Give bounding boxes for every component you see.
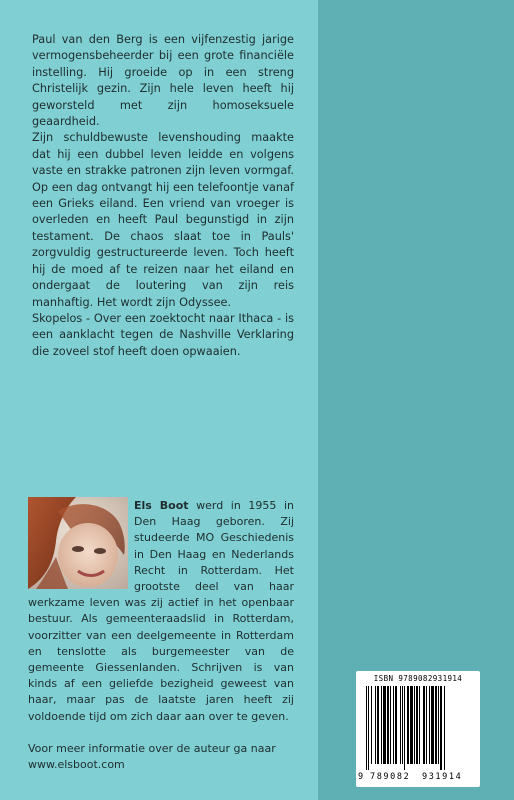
blurb-paragraph-1: Paul van den Berg is een vijfenzestig jarige vermogensbeheerder bij een grote financiële instelling. Hij groeide op in een streng Christelijk gezin. Zijn hele leven heeft hij geworsteld met zijn homoseksuele geaardheid. [32,33,294,129]
barcode-bar [377,686,379,764]
isbn-label: ISBN 9789082931914 [373,674,463,683]
barcode-bar [368,686,369,770]
footer-text: Voor meer informatie over de auteur ga naar [28,742,276,755]
author-bio [28,498,294,725]
barcode-bar [395,686,397,764]
barcode-bar [431,686,434,764]
barcode-bar [414,686,415,764]
barcode-bar [383,686,386,764]
blurb-paragraph-2: Zijn schuldbewuste levenshouding maakte dat hij een dubbel leven leidde en volgens vaste en strakke patronen zijn leven vormgaf. Op een dag ontvangt hij een telefoontje vanaf een Grieks eiland. Een vriend van vroeger is overleden en heeft Paul begunstigd in zijn testament. De chaos slaat toe in Pauls' zorgvuldig gestructureerde leven. Toch heeft hij de moed af te reizen naar het eiland en ondergaat de loutering van zijn reis manhaftig. Het wordt zijn Odyssee. [32,131,294,309]
barcode-bar [416,686,418,764]
barcode-bar [375,686,376,764]
author-website-link[interactable]: www.elsboot.com [28,758,125,771]
barcode-bar [419,686,420,764]
author-bio-text: werd in 1955 in Den Haag geboren. Zij studeerde MO Geschiedenis in Den Haag en Nederlands Recht in Rotterdam. Het grootste deel van haar werkzame leven was zij actief in het openbaar bestuur. Als gemeenteraadslid in Rotterdam, voorzitter van een deelgemeente in Rotterdam en tenslotte als burgemeester van de gemeente Giessenlanden. Schrijven is van kinds af een geliefde bezigheid geweest van haar, maar pas de laatste jaren heeft zij voldoende tijd om zich daar aan over te geven. [28,499,294,723]
barcode-bar [444,686,445,770]
barcode-digit-first: 9 [358,772,364,782]
barcode-bar [429,686,430,764]
barcode-bar [390,686,391,764]
barcode-bar [438,686,439,764]
barcode-bar [387,686,389,764]
barcode-bar [404,686,405,770]
blurb-text [32,32,294,360]
barcode-bar [366,686,367,770]
barcode-bar [426,686,427,764]
barcode-bar [440,686,442,770]
barcode-bars [360,686,476,770]
photo-spacer [28,498,134,590]
barcode-bar [381,686,382,764]
isbn-barcode [356,671,480,787]
barcode-bar [407,686,409,764]
author-info-footer [28,741,294,773]
barcode-digits-left: 789082 [370,772,411,782]
barcode-bar [393,686,394,764]
barcode-bar [410,686,413,764]
barcode-bar [402,686,403,764]
barcode-bar [423,686,425,764]
barcode-digits-right: 931914 [422,772,463,782]
barcode-bar [435,686,437,764]
blurb-paragraph-3: Skopelos - Over een zoektocht naar Ithaca - is een aanklacht tegen de Nashville Verklaring die zoveel stof heeft doen opwaaien. [32,311,294,358]
author-name: Els Boot [134,499,189,512]
barcode-bar [371,686,372,764]
barcode-bar [400,686,401,764]
